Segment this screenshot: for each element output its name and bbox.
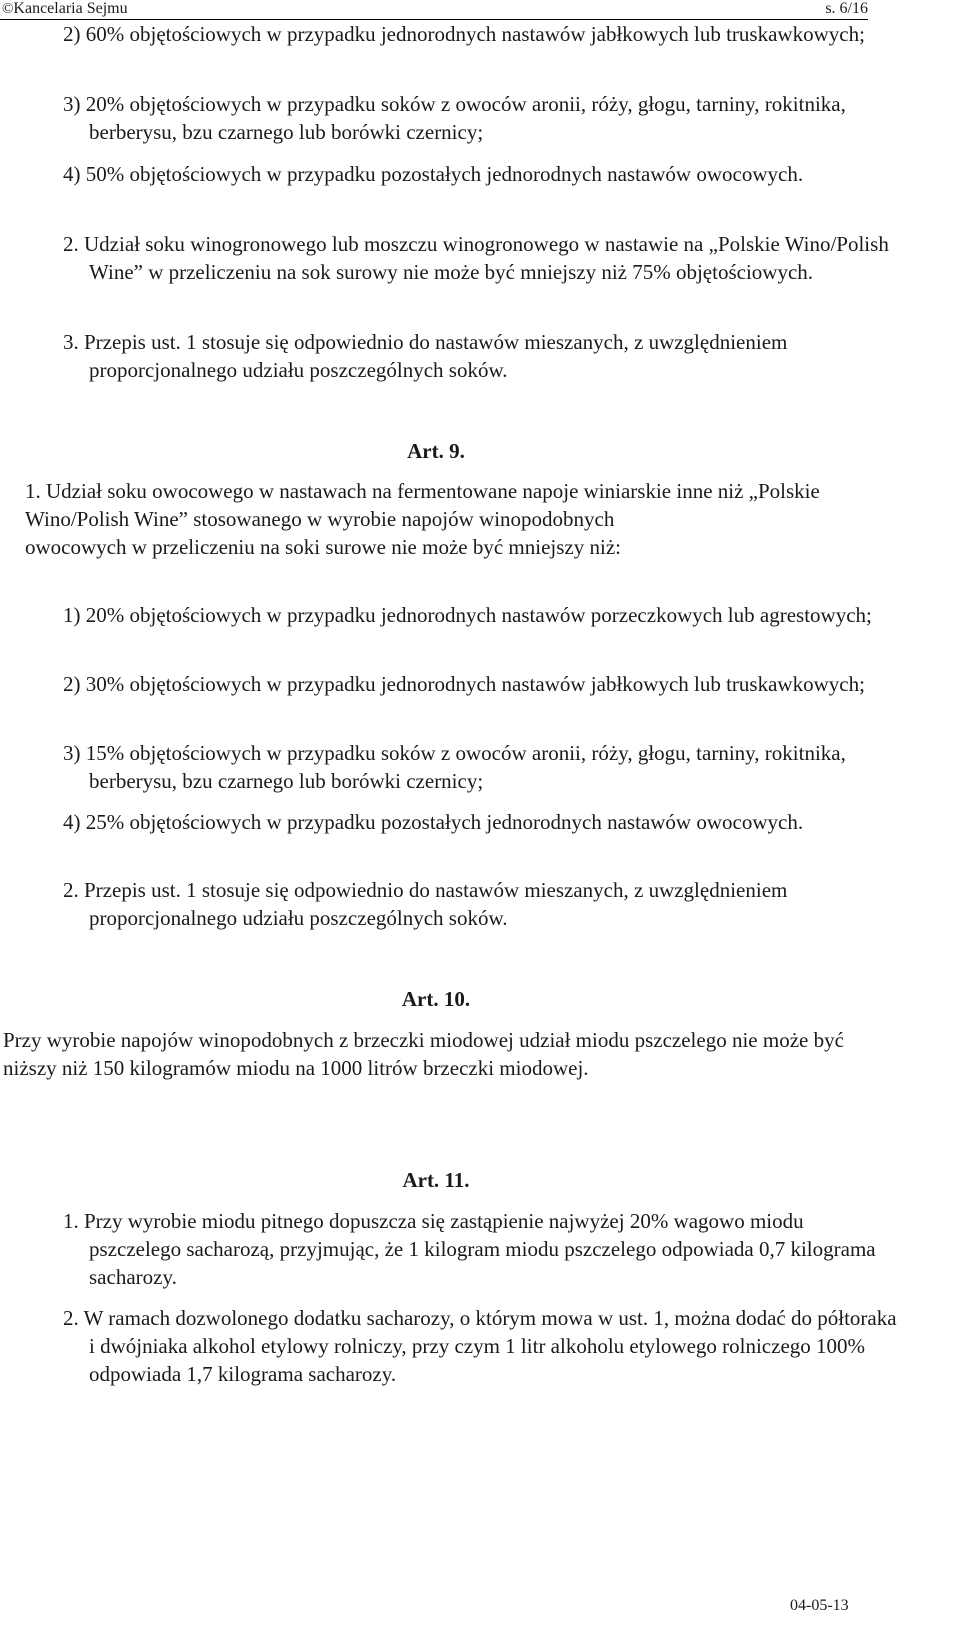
copyright-symbol: © — [2, 1, 14, 17]
header-source-label: Kancelaria Sejmu — [13, 0, 128, 17]
article-11-paragraph-1: 1. Przy wyrobie miodu pitnego dopuszcza się zastąpienie najwyżej 20% wagowo miodu pszczelego sacharozą, przyjmując, że 1 kilogram miodu pszczelego odpowiada 0,7 kilograma sacharozy. — [63, 1209, 876, 1289]
list-item: 4) 50% objętościowych w przypadku pozostałych jednorodnych nastawów owocowych. — [63, 162, 804, 186]
list-item: 1) 20% objętościowych w przypadku jednorodnych nastawów porzeczkowych lub agrestowych; — [63, 603, 872, 627]
article-11-title: Art. 11. — [402, 1168, 470, 1192]
article-10-title: Art. 10. — [401, 987, 471, 1011]
article-9-paragraph-2: 2. Przepis ust. 1 stosuje się odpowiednio do nastawów mieszanych, z uwzględnieniem proporcjonalnego udziału poszczególnych soków. — [63, 878, 788, 930]
page-header — [0, 0, 868, 20]
article-9-paragraph-1-line2: owocowych w przeliczeniu na soki surowe nie może być mniejszy niż: — [25, 535, 621, 559]
list-item: 4) 25% objętościowych w przypadku pozostałych jednorodnych nastawów owocowych. — [63, 810, 804, 834]
article-9-title: Art. 9. — [407, 439, 465, 463]
article-9-paragraph-1-line1: 1. Udział soku owocowego w nastawach na fermentowane napoje winiarskie inne niż „Polskie Wino/Polish Wine” stosowanego w wyrobie napojów winopodobnych — [25, 479, 820, 531]
page-number: s. 6/16 — [825, 0, 868, 17]
header-source — [2, 1, 128, 17]
article-10-text: Przy wyrobie napojów winopodobnych z brzeczki miodowej udział miodu pszczelego nie może być niższy niż 150 kilogramów miodu na 1000 litrów brzeczki miodowej. — [3, 1028, 844, 1080]
list-item: 3) 20% objętościowych w przypadku soków z owoców aronii, róży, głogu, tarniny, rokitnika, berberysu, bzu czarnego lub borówki czernicy; — [63, 92, 846, 144]
article-11-paragraph-2: 2. W ramach dozwolonego dodatku sacharozy, o którym mowa w ust. 1, można dodać do półtoraka i dwójniaka alkohol etylowy rolniczy, przy czym 1 litr alkoholu etylowego rolniczego 100% odpowiada 1,7 kilograma sacharozy. — [63, 1306, 897, 1386]
list-item: 2) 30% objętościowych w przypadku jednorodnych nastawów jabłkowych lub truskawkowych; — [63, 672, 865, 696]
article-9-paragraph-1 — [25, 477, 870, 561]
list-item: 3) 15% objętościowych w przypadku soków z owoców aronii, róży, głogu, tarniny, rokitnika, berberysu, bzu czarnego lub borówki czernicy; — [63, 741, 846, 793]
paragraph-3: 3. Przepis ust. 1 stosuje się odpowiednio do nastawów mieszanych, z uwzględnieniem proporcjonalnego udziału poszczególnych soków. — [63, 330, 788, 382]
footer-date: 04-05-13 — [790, 1597, 849, 1614]
paragraph-2: 2. Udział soku winogronowego lub moszczu winogronowego w nastawie na „Polskie Wino/Polish Wine” w przeliczeniu na sok surowy nie może być mniejszy niż 75% objętościowych. — [63, 232, 889, 284]
list-item: 2) 60% objętościowych w przypadku jednorodnych nastawów jabłkowych lub truskawkowych; — [63, 22, 865, 46]
